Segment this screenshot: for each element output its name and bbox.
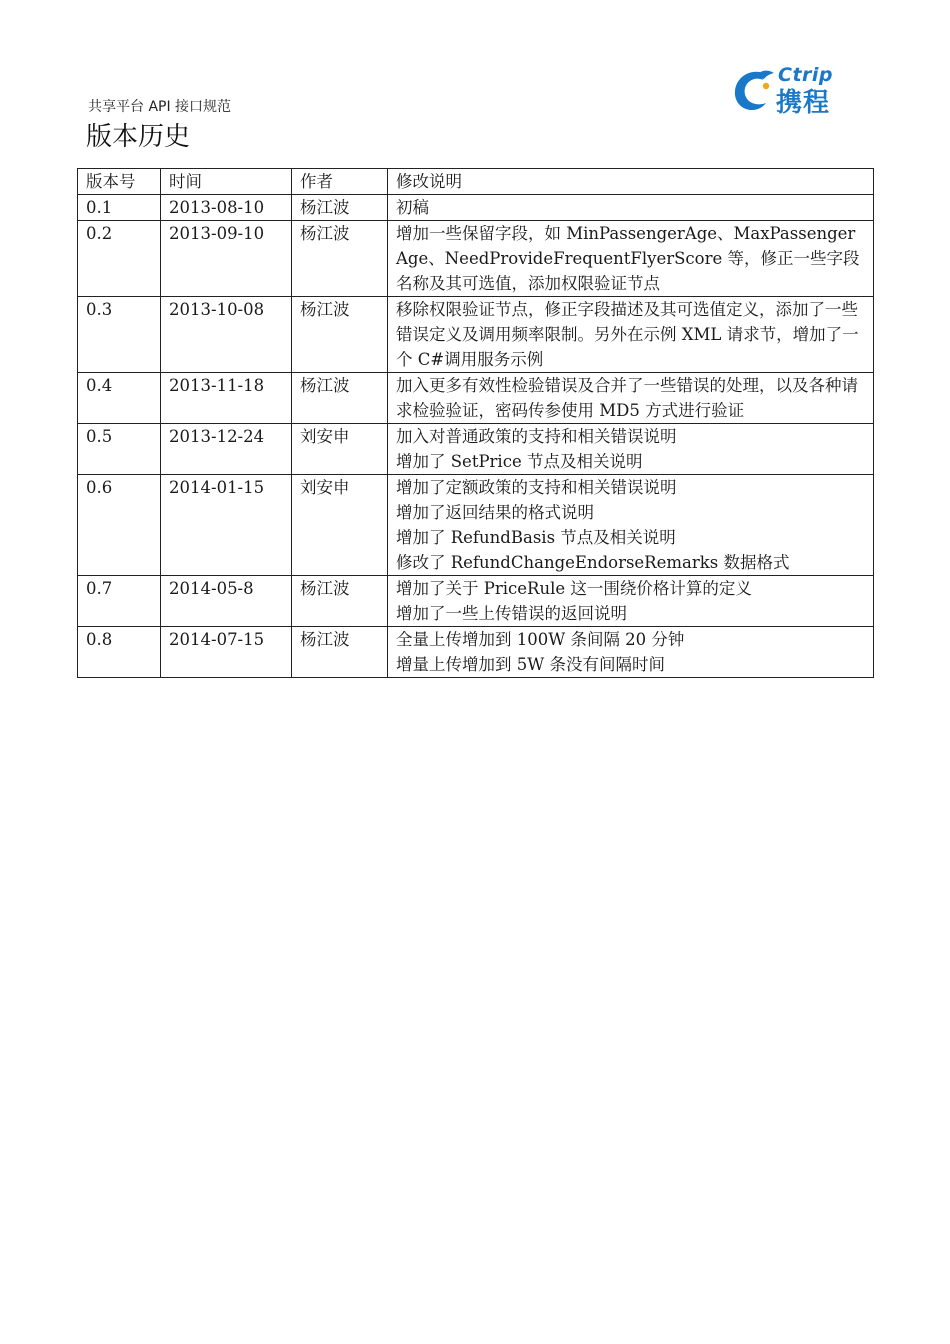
column-header-date: 时间 <box>161 169 292 195</box>
cell-author: 刘安申 <box>292 424 388 475</box>
ctrip-logo <box>730 64 852 116</box>
cell-version: 0.5 <box>78 424 161 475</box>
cell-version: 0.1 <box>78 195 161 221</box>
description-line: 加入对普通政策的支持和相关错误说明 <box>396 427 677 446</box>
table-row <box>78 373 874 424</box>
description-line: 增加了 SetPrice 节点及相关说明 <box>396 452 643 471</box>
column-header-author: 作者 <box>292 169 388 195</box>
table-row <box>78 627 874 678</box>
description-line: 增加了返回结果的格式说明 <box>396 503 594 522</box>
description-line: 增加了关于 PriceRule 这一围绕价格计算的定义 <box>396 579 752 598</box>
document-subtitle: 共享平台 API 接口规范 <box>88 99 232 115</box>
cell-author: 杨江波 <box>292 297 388 373</box>
cell-version: 0.7 <box>78 576 161 627</box>
cell-author: 杨江波 <box>292 373 388 424</box>
cell-description <box>388 424 874 475</box>
table-row <box>78 475 874 576</box>
cell-description <box>388 195 874 221</box>
cell-date: 2014-07-15 <box>161 627 292 678</box>
logo-cjk-text: 携程 <box>776 88 831 118</box>
cell-description <box>388 627 874 678</box>
cell-description <box>388 576 874 627</box>
cell-author: 杨江波 <box>292 195 388 221</box>
cell-date: 2013-09-10 <box>161 221 292 297</box>
cell-description <box>388 221 874 297</box>
table-body <box>78 195 874 678</box>
cell-description <box>388 297 874 373</box>
description-line: 增加了一些上传错误的返回说明 <box>396 604 627 623</box>
cell-date: 2013-11-18 <box>161 373 292 424</box>
cell-date: 2013-10-08 <box>161 297 292 373</box>
cell-author: 杨江波 <box>292 576 388 627</box>
cell-description <box>388 373 874 424</box>
description-line: 增加了 RefundBasis 节点及相关说明 <box>396 528 676 547</box>
description-line: 增加一些保留字段，如 MinPassengerAge、MaxPassengerAge、NeedProvideFrequentFlyerScore 等，修正一些字段名称及其可选值，添加权限验证节点 <box>396 224 860 293</box>
description-line: 初稿 <box>396 198 429 217</box>
cell-version: 0.8 <box>78 627 161 678</box>
description-line: 加入更多有效性检验错误及合并了一些错误的处理，以及各种请求检验验证，密码传参使用 MD5 方式进行验证 <box>396 376 858 420</box>
cell-version: 0.4 <box>78 373 161 424</box>
cell-description <box>388 475 874 576</box>
description-line: 全量上传增加到 100W 条间隔 20 分钟 <box>396 630 685 649</box>
cell-date: 2013-08-10 <box>161 195 292 221</box>
table-row <box>78 576 874 627</box>
cell-date: 2014-05-8 <box>161 576 292 627</box>
table-row <box>78 221 874 297</box>
description-line: 修改了 RefundChangeEndorseRemarks 数据格式 <box>396 553 790 572</box>
cell-date: 2013-12-24 <box>161 424 292 475</box>
cell-version: 0.2 <box>78 221 161 297</box>
logo-latin-text: Ctrip <box>778 64 834 86</box>
dolphin-icon <box>730 64 780 114</box>
column-header-description: 修改说明 <box>388 169 874 195</box>
cell-version: 0.3 <box>78 297 161 373</box>
table-row <box>78 297 874 373</box>
table-row <box>78 195 874 221</box>
cell-author: 杨江波 <box>292 221 388 297</box>
column-header-version: 版本号 <box>78 169 161 195</box>
description-line: 增加了定额政策的支持和相关错误说明 <box>396 478 677 497</box>
cell-author: 刘安申 <box>292 475 388 576</box>
description-line: 移除权限验证节点，修正字段描述及其可选值定义，添加了一些错误定义及调用频率限制。另外在示例 XML 请求节，增加了一个 C#调用服务示例 <box>396 300 859 369</box>
table-row <box>78 424 874 475</box>
version-history-table <box>77 168 874 678</box>
description-line: 增量上传增加到 5W 条没有间隔时间 <box>396 655 665 674</box>
table-header-row <box>78 169 874 195</box>
cell-version: 0.6 <box>78 475 161 576</box>
cell-date: 2014-01-15 <box>161 475 292 576</box>
cell-author: 杨江波 <box>292 627 388 678</box>
document-title: 版本历史 <box>86 122 191 152</box>
